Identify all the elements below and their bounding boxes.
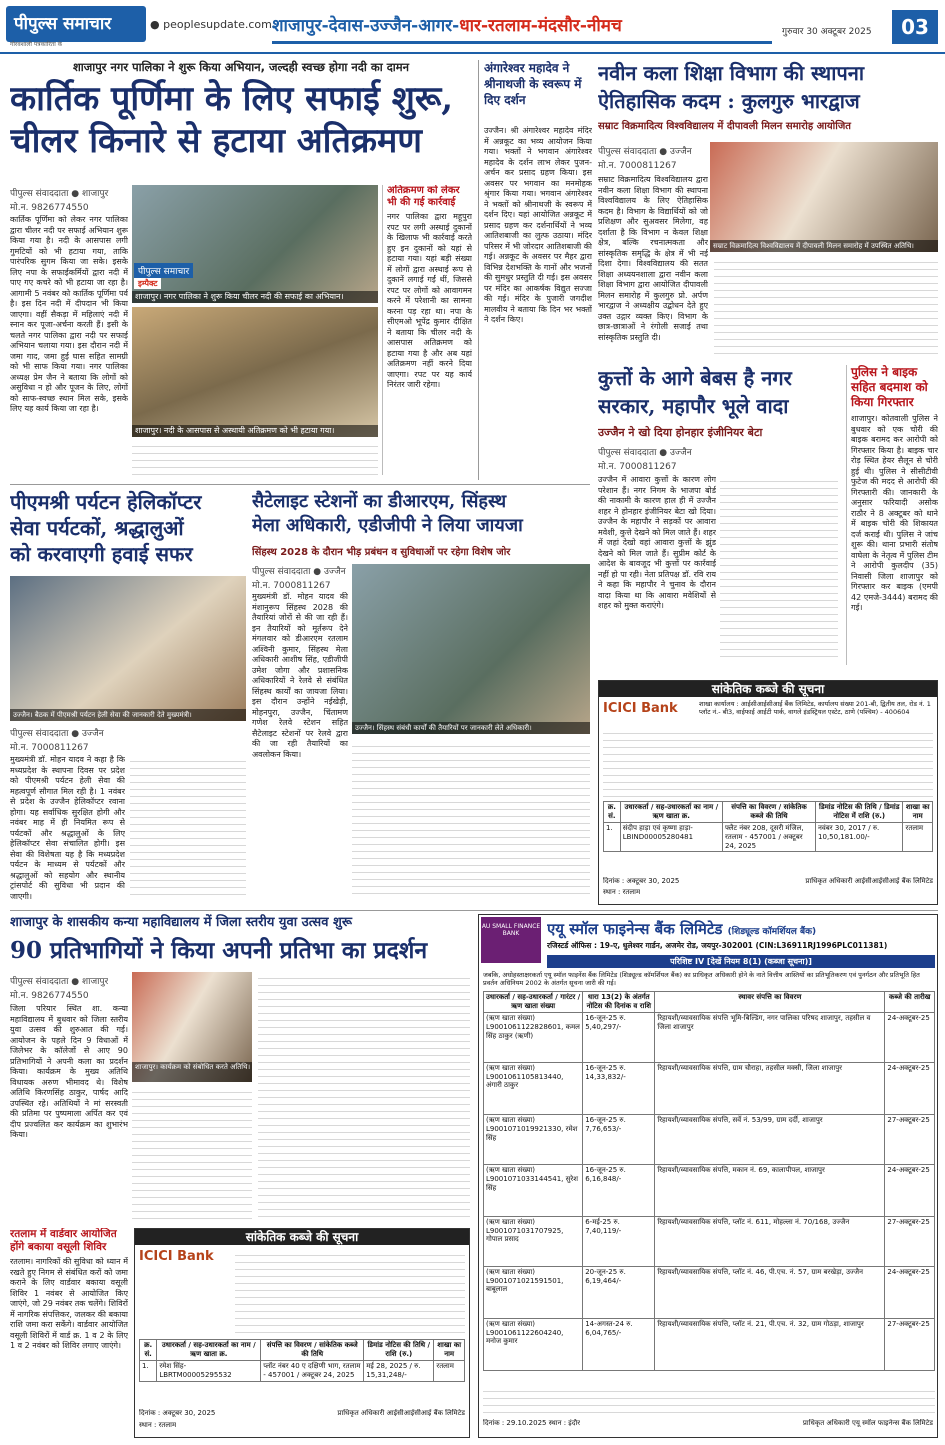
table-cell: 24-अक्टूबर-25 — [885, 1165, 935, 1217]
table-cell: 6-मई-25 रु. 7,40,119/- — [583, 1217, 655, 1267]
notice-title: सांकेतिक कब्जे की सूचना — [599, 681, 937, 697]
table-cell: नवंबर 30, 2017 / रु. 10,50,181.00/- — [816, 823, 903, 852]
masthead — [0, 0, 945, 52]
table-cell: (ऋण खाता संख्या) L9001071019921330, रमेश सिंह — [484, 1115, 583, 1165]
story-body: मुख्यमंत्री डॉ. मोहन यादव ने कहा है कि मध्यप्रदेश के स्थापना दिवस पर प्रदेश को पीएमश्री पर्यटन हेली सेवा की महत्वपूर्ण सौगात मिल रही है। 1 नवंबर से प्रदेश के उज्जैन हेलिकॉप्टर रवाना होगा। यह सर्वाधिक सुरक्षित होगी और नवंबर माह में ही नियमित रूप से पर्यटकों और श्रद्धालुओं के लिए हेलिकॉप्टर सेवा संचालित होगी। इस सेवा की विशेषता यह है कि मध्यप्रदेश पर्यटन के माध्यम से पर्यटकों और श्रद्धालुओं को सहयोग और स्थानीय ट्रांसपोर्ट की सुविधा भी प्रदान की जाएगी। — [10, 755, 125, 900]
reporter-mobile: मो.न. 9826774550 — [10, 203, 89, 213]
notice-date: दिनांक : अक्टूबर 30, 2025 — [603, 877, 680, 885]
authorized-signatory: प्राधिकृत अधिकारी आईसीआईसीआई बैंक लिमिटेड — [337, 1409, 465, 1417]
table-row — [140, 1361, 465, 1382]
table-row — [484, 1319, 935, 1371]
table-cell: संदीप हाड़ा एवं कृष्णा हाड़ा- LBIND00005280481 — [620, 823, 722, 852]
notice-title: सांकेतिक कब्जे की सूचना — [135, 1229, 469, 1245]
region-band: शाजापुर-देवास-उज्जैन-आगर-धार-रतलाम-मंदसौर-नीमच — [272, 8, 772, 44]
icici-notice-1 — [598, 680, 938, 905]
notice-body — [603, 727, 933, 797]
notice-table — [139, 1339, 465, 1382]
table-cell: रतलाम — [903, 823, 933, 852]
branch-address: शाखा कार्यालय : आईसीआईसीआई बैंक लिमिटेड, कार्यालय संख्या 201-बी, द्वितीय तल, रोड नं. 1 प्लॉट नं.- बी3, वाईफाई आईटी पार्क, वागले इंडस्ट्रियल एस्टेट, ठाणे (पश्चिम) - 400604 — [699, 700, 931, 716]
deepawali-milan-photo — [710, 142, 938, 252]
photo-caption: उज्जैन। बैठक में पीएमश्री पर्यटन हेली सेवा की जानकारी देते मुख्यमंत्री। — [10, 709, 246, 721]
impact-badge: पीपुल्स समाचार — [134, 263, 193, 278]
table-cell: रिहायशी/व्यावसायिक संपत्ति, प्लॉट नं. 46, पी.एच. नं. 57, ग्राम बरखेड़ा, उज्जैन — [655, 1267, 885, 1319]
table-cell: रिहायशी/व्यावसायिक संपत्ति, ग्राम चौराहा, तहसील मक्सी, जिला शाजापुर — [655, 1063, 885, 1115]
reporter-mobile: मो.न. 7000811267 — [252, 581, 331, 591]
authorized-signatory: प्राधिकृत अधिकारी आईसीआईसीआई बैंक लिमिटेड — [805, 877, 933, 885]
table-cell: रिहायशी/व्यावसायिक संपत्ति, मकान नं. 69, कालापीपल, शाजापुर — [655, 1165, 885, 1217]
rule-reference: परिशिष्ट IV [देखें नियम 8(1) (कब्जा सूचना)] — [547, 955, 935, 968]
story-subhead: सम्राट विक्रमादित्य विश्वविद्यालय में दीपावली मिलन समारोह आयोजित — [598, 121, 851, 132]
story-kicker: शाजापुर नगर पालिका ने शुरू किया अभियान, जल्दही स्वच्छ होगा नदी का दामन — [72, 60, 410, 74]
table-cell: 20-जून-25 रु. 6,19,464/- — [583, 1267, 655, 1319]
story-headline-2: चीलर किनारे से हटाया अतिक्रमण — [10, 121, 422, 161]
story-body: रतलाम। नागरिकों की सुविधा को ध्यान में रखते हुए निगम से संबंधित करों को जमा कराने के लिए वार्डवार बकाया वसूली शिविर 1 नवंबर से आयोजित किए जाएंगे, जो 29 नवंबर तक चलेंगे। शिविरों में नागरिक संपत्तिकर, जलकर की बकाया राशि जमा करा सकेंगे। वार्डवार आयोजित वसूली शिविरों में वार्ड क्र. 1 व 2 के लिए 1 व 2 नवंबर को शिविर लगाए जाएंगे। — [10, 1257, 128, 1350]
table-cell: 24-अक्टूबर-25 — [885, 1063, 935, 1115]
table-header: स्थावर संपत्ति का विवरण — [655, 992, 885, 1013]
table-cell: फ्लैट नंबर 208, दूसरी मंजिल, रतलाम - 457001 / अक्टूबर 24, 2025 — [722, 823, 815, 852]
table-header: उधारकर्ता / सह-उधारकर्ता का नाम / ऋण खाता क्र. — [620, 802, 722, 823]
table-cell: 16-जून-25 रु. 6,16,848/- — [583, 1165, 655, 1217]
encroachment-photo — [132, 307, 378, 437]
table-cell: 27-अक्टूबर-25 — [885, 1115, 935, 1165]
photo-caption: शाजापुर। नदी के आसपास से अस्थायी अतिक्रमण को भी हटाया गया। — [132, 425, 378, 437]
table-cell: रिहायशी/व्यावसायिक संपत्ति, प्लॉट नं. 21, पी.एच. नं. 32, ग्राम गोठड़ा, शाजापुर — [655, 1319, 885, 1371]
reporter-mobile: मो.न. 9826774550 — [10, 991, 89, 1001]
story-tax-camps — [10, 1228, 128, 1438]
table-cell: प्लॉट नंबर 40 ए दक्षिणी भाग, रतलाम - 457001 / अक्टूबर 24, 2025 — [261, 1361, 364, 1382]
au-bank-notice — [478, 914, 938, 1438]
table-cell: रिहायशी/व्यावसायिक संपत्ति भूमि-बिल्डिंग, नगर पालिका परिषद शाजापुर, तहसील व जिला शाजापुर — [655, 1013, 885, 1063]
table-cell: रिहायशी/व्यावसायिक संपत्ति, सर्वे नं. 53/99, ग्राम दर्दी, शाजापुर — [655, 1115, 885, 1165]
table-row — [484, 1217, 935, 1267]
story-body-continued — [130, 755, 246, 900]
table-header: शाखा का नाम — [434, 1340, 465, 1361]
story-headline-2: मेला अधिकारी, एडीजीपी ने लिया जायजा — [252, 515, 523, 536]
story-body: शाजापुर। कोतवाली पुलिस ने बुधवार को एक चोरी की बाइक बरामद कर आरोपी को गिरफ्तार किया है। बाइक चार रोड़ स्थित हेयर सैलून से चोरी हुई थी। पुलिस ने सीसीटीवी फुटेज की मदद से आरोपी की गिरफ्तारी की। जानकारी के अनुसार फरियादी असोक राठौर ने 8 अक्टूबर को थाने में बाइक चोरी की शिकायत दर्ज कराई थी। पुलिस ने जांच शुरू की। थाना प्रभारी संतोष वाघेला के नेतृत्व में पुलिस टीम ने आरोपी कुलदीप (35) निवासी जिला शाजापुर को गिरफ्तार कर बाइक (एमपी 42 एमजे-3444) बरामद की गई। — [851, 414, 938, 612]
story-body: सम्राट विक्रमादित्य विश्वविद्यालय द्वारा नवीन कला शिक्षा विभाग की स्थापना विश्वविद्यालय के लिए ऐतिहासिक कदम है। विभाग के विद्यार्थियों को जो प्रशिक्षण और सुअवसर मिलेगा, वह दर्शाता है कि विभाग न केवल शिक्षा क्षेत्र, बल्कि रचनात्मकता और सांस्कृतिक समृद्धि के क्षेत्र में भी नई दिशा देगा। विश्वविद्यालय की सतत शिक्षा अध्ययनशाला द्वारा नवीन कला शिक्षा विभाग द्वारा आयोजित दीपावली मिलन समारोह में कुलगुरु प्रो. अर्पण भारद्वाज ने अध्यक्षीय उद्बोधन देते हुए उक्त उद्गार व्यक्त किए। विभाग के छात्र-छात्राओं ने रंगोली सजाई तथा सांस्कृतिक प्रस्तुति दी। — [598, 175, 708, 342]
table-header: संपत्ति का विवरण / सांकेतिक कब्जे की तिथि — [722, 802, 815, 823]
table-header: शाखा का नाम — [903, 802, 933, 823]
table-cell: 27-अक्टूबर-25 — [885, 1217, 935, 1267]
section-rule — [10, 910, 938, 911]
story-body-continued — [714, 256, 938, 354]
story-headline: सैटेलाइट स्टेशनों का डीआरएम, सिंहस्थ — [252, 491, 507, 512]
reporter-mobile: मो.न. 7000811267 — [10, 743, 89, 753]
table-row — [484, 1115, 935, 1165]
notice-terms — [483, 1385, 935, 1413]
sidebar-body: नगर पालिका द्वारा महूपुरा रपट पर लगी अस्थाई दुकानों के खिलाफ भी कार्रवाई करते हुए इन दुकानों को यहां से हटाया गया। यहां बड़ी संख्या में लोगों द्वारा अस्थाई रूप से दुकानें लगाई गईं थीं, जिससे रपट पर लोगों को आवागमन करने में परेशानी का सामना करना पड़ रहा था। नपा के सीएमओ भूपेंद्र कुमार दीक्षित ने बताया कि चीलर नदी के आसपास अतिक्रमण को हटाया गया है और अब यहां अतिक्रमण नहीं करने दिया जाएगा। रपट पर यह कार्य निरंतर जारी रहेगा। — [387, 212, 472, 389]
possession-table — [483, 991, 935, 1371]
story-headline: 90 प्रतिभागियों ने किया अपनी प्रतिभा का प्रदर्शन — [10, 937, 428, 964]
table-row — [484, 1267, 935, 1319]
story-stray-dogs — [598, 365, 838, 665]
table-cell: 24-अक्टूबर-25 — [885, 1267, 935, 1319]
issue-date: गुरुवार 30 अक्टूबर 2025 — [782, 27, 872, 37]
story-body-continued — [258, 972, 470, 1219]
story-body: मुख्यमंत्री डॉ. मोहन यादव की मंशानुरूप सिंहस्थ 2028 की तैयारियां जोरों से की जा रही हैं। इन तैयारियों को मूर्तरूप देने मंगलवार को डीआरएम रतलाम अश्विनी कुमार, सिंहस्थ मेला अधिकारी आशीष सिंह, एडीजीपी उमेश जोगा और प्रशासनिक अधिकारियों ने रेलवे से संबंधित सिंहस्थ कार्यों का जायजा लिया। इस दौरान उन्होंने नईखेड़ी, मोहनपुरा, उज्जैन, चिंतामण गणेश रेलवे स्टेशन सहित सैटेलाइट स्टेशनों पर रेलवे द्वारा की जा रही तैयारियों का अवलोकन किया। — [252, 592, 348, 759]
table-header: क्र. सं. — [604, 802, 621, 823]
story-headline: पीएमश्री पर्यटन हेलिकॉप्टर — [10, 490, 202, 514]
story-headline-2: सेवा पर्यटकों, श्रद्धालुओं — [10, 516, 184, 540]
notice-table — [603, 801, 933, 852]
story-headline: कुत्तों के आगे बेबस है नगर — [598, 366, 792, 390]
table-cell: रिहायशी/व्यावसायिक संपत्ति, प्लॉट नं. 611, मोहल्ला नं. 70/168, उज्जैन — [655, 1217, 885, 1267]
story-sanitation — [10, 60, 472, 480]
byline: पीपुल्स संवाददाता ● उज्जैन — [598, 448, 692, 458]
photo-caption: शाजापुर। नगर पालिका ने शुरू किया चीलर नदी की सफाई का अभियान। — [132, 291, 378, 303]
table-cell: 24-अक्टूबर-25 — [885, 1013, 935, 1063]
story-body-continued — [132, 440, 378, 475]
logo-tagline: गौरवशाली पत्रकारिता के — [10, 41, 63, 48]
notice-place: स्थान : रतलाम — [139, 1421, 177, 1429]
table-cell: (ऋण खाता संख्या) L9001071031707925, गोपाल प्रसाद — [484, 1217, 583, 1267]
table-cell: 16-जून-25 रु. 14,33,832/- — [583, 1063, 655, 1115]
table-header: डिमांड नोटिस की तिथि / राशि (रु.) — [364, 1340, 434, 1361]
table-header: उधारकर्ता / सह-उधारकर्ता का नाम / ऋण खाता क्र. — [157, 1340, 261, 1361]
table-cell: (ऋण खाता संख्या) L9001061105813440, अंगारी ठाकुर — [484, 1063, 583, 1115]
byline: पीपुल्स संवाददाता ● उज्जैन — [598, 147, 692, 157]
table-cell: रतलाम — [434, 1361, 465, 1382]
photo-caption: शाजापुर। कार्यक्रम को संबोधित करते अतिथि। — [132, 1062, 252, 1082]
notice-body — [235, 1249, 465, 1335]
masthead-divider — [0, 52, 945, 54]
reporter-mobile: मो.न. 7000811267 — [598, 161, 677, 171]
story-kicker: शाजापुर के शासकीय कन्या महाविद्यालय में जिला स्तरीय युवा उत्सव शुरू — [10, 915, 352, 930]
story-art-dept — [598, 60, 938, 360]
story-body: जिला परियार स्थित शा. कन्या महाविद्यालय में बुधवार को जिला स्तरीय युवा उत्सव की शुरुआत की गई। आयोजन के पहले दिन 9 विधाओं में जिलेभर के कॉलेजों से आए 90 प्रतिभागियों ने अपनी कला का प्रदर्शन किया। कार्यक्रम के मुख्य अतिथि विधायक अरुण भीमावद थे। विशेष अतिथि किरणसिंह ठाकुर, पार्षद आदि उपस्थित रहे। अतिथियों ने मां सरस्वती की प्रतिमा पर पुष्पमाला अर्पित कर एवं दीप प्रज्वलित कर कार्यक्रम का शुभारंभ किया। — [10, 1004, 128, 1139]
story-headline-2: सरकार, महापौर भूले वादा — [598, 394, 789, 418]
sidebar-box — [382, 185, 472, 475]
authorized-signatory: प्राधिकृत अधिकारी एयू स्मॉल फाइनेन्स बैंक लिमिटेड — [802, 1419, 933, 1427]
icici-logo: ICICI Bank — [603, 701, 678, 716]
story-headline: पुलिस ने बाइक — [851, 365, 918, 379]
table-cell: (ऋण खाता संख्या) L9001071021591501, बाबूलाल — [484, 1267, 583, 1319]
website-url: ● peoplesupdate.com — [150, 18, 272, 31]
impact-label: इम्पैक्ट — [134, 278, 161, 289]
story-body: उज्जैन। श्री अंगारेश्वर महादेव मंदिर में अन्नकूट का भव्य आयोजन किया गया। भक्तों ने भगवान अंगारेश्वर महादेव के दर्शन लाभ लेकर पुजन-अर्चन कर प्रसाद ग्रहण किया। इस अवसर पर भगवान का मनमोहक श्रृंगार किया गया। भगवान अंगारेश्वर ने भक्तों को श्रीनाथजी के स्वरूप में दर्शन दिए। यहां आयोजित अन्नकूट में प्रसाद ग्रहण कर दर्शनार्थियों ने भव्य आतिशबाजी का लुत्फ उठाया। मंदिर परिसर में भी जोरदार आतिशबाजी की गई। अन्नकूट के अवसर पर मैहर द्वारा विभिन्न देशभक्ति के गानों और भजनों की सुमधुर प्रस्तुति दी गई। इस अवसर पर मंदिर का आकर्षक विद्युत सज्जा की गई। मंदिर के पुजारी जगदीश मालवीय ने बताया कि दिन भर भक्तों ने दर्शन किए। — [484, 126, 592, 324]
byline: पीपुल्स संवाददाता ● उज्जैन — [252, 567, 346, 577]
story-subhead: सिंहस्थ 2028 के दौरान भीड़ प्रबंधन व सुविधाओं पर रहेगा विशेष जोर — [252, 547, 511, 558]
byline: पीपुल्स संवाददाता ● शाजापुर — [10, 977, 109, 987]
table-header: क्र. सं. — [140, 1340, 157, 1361]
registered-office: रजिस्टर्ड ऑफिस : 19-ए, धुलेश्वर गार्डन, अजमेर रोड, जयपुर-302001 (CIN:L36911RJ1996PLC011381) — [547, 941, 888, 950]
table-row — [484, 1063, 935, 1115]
festival-photo — [132, 972, 252, 1082]
table-row — [604, 823, 933, 852]
story-headline-3: किया गिरफ्तार — [851, 395, 914, 409]
table-cell: (ऋण खाता संख्या) L9001061122604240, मनोज कुमार — [484, 1319, 583, 1371]
table-cell: (ऋण खाता संख्या) L9001071033144541, सुरेश सिंह — [484, 1165, 583, 1217]
story-helicopter — [10, 490, 246, 905]
story-headline-2: होंगे बकाया वसूली शिविर — [10, 1241, 107, 1253]
newspaper-logo: पीपुल्स समाचार — [6, 6, 146, 42]
photo-caption: उज्जैन। सिंहस्थ संबंधी कार्यों की तैयारियों पर जानकारी लेते अधिकारी। — [352, 722, 590, 734]
notice-place: स्थान : रतलाम — [603, 888, 641, 896]
au-bank-logo: AU SMALL FINANCE BANK — [481, 917, 541, 963]
table-cell: 16-जून-25 रु. 5,40,297/- — [583, 1013, 655, 1063]
page-number: 03 — [892, 10, 938, 44]
story-youth-festival — [10, 914, 470, 1224]
byline: पीपुल्स संवाददाता ● शाजापुर — [10, 189, 109, 199]
story-body-continued — [720, 475, 838, 660]
table-cell: रमेश सिंह- LBRTM00005295532 — [157, 1361, 261, 1382]
story-body: कार्तिक पूर्णिमा को लेकर नगर पालिका द्वारा चीलर नदी पर सफाई अभियान शुरू किया गया है। नदी के आसपास लगी गुमटियों को भी हटाया गया, ताकि पारंपरिक सुगम किया जा सके। इसके लिए नपा के सफाईकर्मियों द्वारा नदी में पाए गए कचरे को भी हटाया जा रहा है। आगामी 5 नवंबर को कार्तिक पूर्णिमा पर्व है। इस दिन नदी में दीपदान भी किया जाएगा। वहीं सैकड़ा में महिलाएं नदी में स्नान कर पूजा-अर्चना करती हैं। इसी के चलते नगर पालिका द्वारा नदी पर सफाई अभियान चलाया गया। इस दौरान नदी में जमा गाद, जमा हुई घास सहित सामग्री को भी साफ किया गया। नगर पालिका अध्यक्ष प्रेम जैन ने बताया कि लोगों को असुविधा न हो और पूजन के लिए, लोगों को साफ-स्वच्छ स्थान मिल सके, इसके लिए यह कार्य किया जा रहा है। — [10, 215, 128, 413]
story-simhastha — [252, 490, 590, 905]
icici-logo: ICICI Bank — [139, 1249, 214, 1264]
table-cell: 1. — [604, 823, 621, 852]
notice-date: दिनांक : अक्टूबर 30, 2025 — [139, 1409, 216, 1417]
table-cell: 27-अक्टूबर-25 — [885, 1319, 935, 1371]
table-header: उधारकर्ता / सह-उधारकर्ता / गारंटर / ऋण खाता संख्या — [484, 992, 583, 1013]
table-cell: 14-अगस्त-24 रु. 6,04,765/- — [583, 1319, 655, 1371]
story-subhead: उज्जैन ने खो दिया होनहार इंजीनियर बेटा — [598, 426, 763, 439]
story-headline: रतलाम में वार्डवार आयोजित — [10, 1228, 117, 1240]
table-cell: मई 28, 2025 / रु. 15,31,248/- — [364, 1361, 434, 1382]
table-header: डिमांड नोटिस की तिथि / डिमांड नोटिस में राशि (रु.) — [816, 802, 903, 823]
section-rule — [10, 484, 590, 485]
table-row — [484, 1013, 935, 1063]
reporter-mobile: मो.न. 7000811267 — [598, 462, 677, 472]
bank-name: एयू स्मॉल फाइनेन्स बैंक लिमिटेड (शिड्यूल्ड कॉमर्शियल बैंक) — [547, 920, 817, 938]
byline: पीपुल्स संवाददाता ● उज्जैन — [10, 729, 104, 739]
story-angareshwar — [484, 60, 592, 480]
sidebar-heading: अतिक्रमण को लेकर भी की गई कार्रवाई — [387, 185, 460, 208]
table-header: संपत्ति का विवरण / सांकेतिक कब्जे की तिथि — [261, 1340, 364, 1361]
table-cell: (ऋण खाता संख्या) L9001061122828601, कमल सिंह ठाकुर (ऋणी) — [484, 1013, 583, 1063]
story-headline: नवीन कला शिक्षा विभाग की स्थापना — [598, 61, 865, 85]
story-bike-theft — [846, 365, 938, 665]
table-header: धारा 13(2) के अंतर्गत नोटिस की दिनांक व राशि — [583, 992, 655, 1013]
meeting-photo — [10, 576, 246, 721]
river-cleanup-photo — [132, 185, 378, 303]
story-headline-2: ऐतिहासिक कदम : कुलगुरु भारद्वाज — [598, 89, 860, 113]
icici-notice-2 — [134, 1228, 470, 1438]
story-headline: कार्तिक पूर्णिमा के लिए सफाई शुरू, — [10, 79, 454, 119]
notice-date-place: दिनांक : 29.10.2025 स्थान : इंदौर — [483, 1419, 581, 1427]
table-cell: 16-जून-25 रु. 7,76,653/- — [583, 1115, 655, 1165]
story-headline-3: को करवाएगी हवाई सफर — [10, 542, 193, 566]
notice-intro: जबकि, अधोहस्ताक्षरकर्ता एयू स्मॉल फाइनेंस बैंक लिमिटेड (शिड्यूल्ड कॉमर्शियल बैंक) का प्राधिकृत अधिकारी होने के नाते वित्तीय आस्तियों का प्रतिभूतिकरण एवं पुनर्गठन और प्रतिभूति हित प्रवर्तन अधिनियम 2002 के अंतर्गत सूचना जारी की गई। — [483, 971, 920, 987]
table-row — [484, 1165, 935, 1217]
railway-inspection-photo — [352, 564, 590, 734]
story-body: उज्जैन में आवारा कुत्तों के कारण लोग परेशान हैं। नगर निगम के भाजपा बोर्ड की नाकामी के कारण हाल ही में उज्जैन शहर ने होनहार इंजीनियर बेटा खो दिया। उज्जैन के महापौर ने सड़कों पर आवारा मवेशी, कुत्ते देखने को मिल जाते हैं। शहर में जहां देखो वहां आवारा कुत्तों के झुंड देखने को मिल जाते हैं। सुप्रीम कोर्ट के आदेश के बावजूद भी कुत्तों पर कार्रवाई नहीं हो पा रही। नेता प्रतिपक्ष डॉ. रवि राय ने कहा कि महापौर ने चुनाव के दौरान वादा किया था कि आवारा मवेशियों से शहर को मुक्त कराएंगे। — [598, 475, 716, 610]
story-headline: अंगारेश्वर महादेव ने श्रीनाथजी के स्वरूप में दिए दर्शन — [484, 61, 582, 107]
column-rule — [478, 60, 479, 480]
table-header: कब्जे की तारीख — [885, 992, 935, 1013]
photo-caption: सम्राट विक्रमादित्य विश्वविद्यालय में दीपावली मिलन समारोह में उपस्थित अतिथि। — [710, 240, 938, 252]
story-headline-2: सहित बदमाश को — [851, 380, 928, 394]
story-body-continued — [132, 1086, 252, 1219]
story-body-continued — [352, 740, 590, 897]
table-cell: 1. — [140, 1361, 157, 1382]
